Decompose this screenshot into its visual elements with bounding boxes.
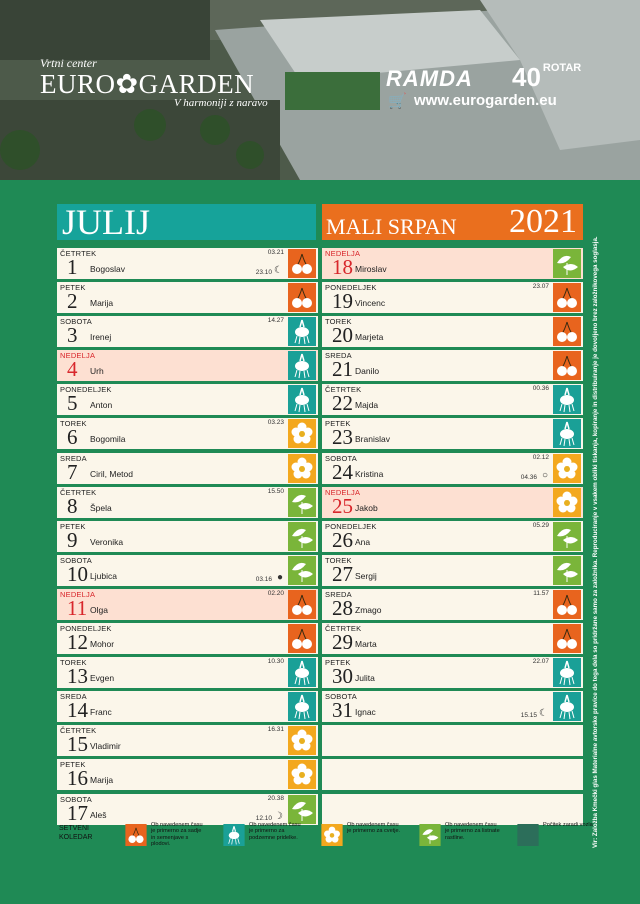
sowing-time: 16.31 xyxy=(267,726,284,734)
day-row xyxy=(322,282,583,313)
name-day: Danilo xyxy=(355,366,380,377)
weekday-name: PONEDELJEK xyxy=(325,283,377,293)
rotar-number: 40 xyxy=(512,62,541,92)
day-number: 17 xyxy=(67,800,88,825)
weekday-name: NEDELJA xyxy=(325,487,361,497)
weekday-name: PETEK xyxy=(60,283,86,293)
leaf-icon xyxy=(553,249,581,278)
weekday-name: SREDA xyxy=(60,453,87,463)
fruit-icon xyxy=(288,624,316,653)
weekday-name: ČETRTEK xyxy=(325,385,362,395)
day-number: 21 xyxy=(332,357,353,382)
root-icon xyxy=(553,658,581,687)
day-row xyxy=(57,418,318,449)
sowing-time: 22.07 xyxy=(532,658,549,666)
day-row xyxy=(322,521,583,552)
name-day: Miroslav xyxy=(355,264,387,274)
sowing-time: 03.21 xyxy=(267,249,284,256)
fruit-icon xyxy=(553,624,581,653)
day-number: 6 xyxy=(67,425,78,450)
rotar-logo xyxy=(512,62,581,93)
name-day: Marjeta xyxy=(355,332,384,343)
sowing-time: 10.30 xyxy=(267,658,284,666)
rotar-name: ROTAR xyxy=(542,62,582,74)
moon-phase-icon: ● xyxy=(276,571,283,583)
weekday-name: ČETRTEK xyxy=(60,487,97,497)
cart-icon: 🛒 xyxy=(388,93,407,110)
name-day: Ciril, Metod xyxy=(90,468,133,479)
day-row xyxy=(322,418,583,449)
leaf-icon xyxy=(553,556,581,585)
name-day: Franc xyxy=(90,707,112,718)
weekday-name: NEDELJA xyxy=(325,249,361,258)
name-day: Evgen xyxy=(90,673,115,684)
name-day: Sergij xyxy=(355,570,377,581)
root-icon xyxy=(288,658,316,687)
year: 2021 xyxy=(509,203,577,240)
day-number: 4 xyxy=(67,357,78,382)
weekday-name: ČETRTEK xyxy=(325,624,362,634)
weekday-name: PONEDELJEK xyxy=(325,521,377,531)
name-day: Marta xyxy=(355,639,377,650)
moon-phase-time: 15.15 xyxy=(520,712,537,720)
day-row xyxy=(57,282,318,313)
day-number: 1 xyxy=(67,255,78,279)
name-day: Ana xyxy=(355,536,371,547)
legend-text: Ob navedenem času je primerno za podzemne pridelke. xyxy=(249,822,301,841)
fruit-icon xyxy=(553,317,581,346)
day-row xyxy=(322,691,583,722)
month-alt-name: MALI SRPAN xyxy=(326,214,457,239)
day-row xyxy=(57,759,318,790)
day-number: 24 xyxy=(332,459,353,484)
day-number: 27 xyxy=(332,561,353,586)
moon-phase-icon: ○ xyxy=(541,469,548,481)
leaf-icon xyxy=(288,556,316,585)
moon-phase-icon: ☾ xyxy=(539,708,548,720)
day-row xyxy=(322,248,583,279)
moon-phase-time: 12.10 xyxy=(255,814,272,822)
day-number: 23 xyxy=(332,425,353,450)
name-day: Ljubica xyxy=(90,570,117,581)
flower-icon xyxy=(321,824,343,846)
month-title: JULIJ xyxy=(57,204,316,240)
moon-phase-time: 03.16 xyxy=(255,575,272,583)
root-icon xyxy=(553,419,581,448)
day-number: 22 xyxy=(332,391,353,416)
day-row xyxy=(57,691,318,722)
root-icon xyxy=(553,692,581,721)
day-row xyxy=(57,248,318,279)
name-day: Irenej xyxy=(90,332,112,343)
sowing-time: 02.20 xyxy=(267,589,284,597)
fruit-icon xyxy=(288,249,316,278)
day-number: 26 xyxy=(332,527,353,552)
day-row xyxy=(57,794,318,825)
day-row xyxy=(57,623,318,654)
name-day: Špela xyxy=(90,502,112,513)
day-number: 31 xyxy=(332,698,353,723)
root-icon xyxy=(288,385,316,414)
weekday-name: SREDA xyxy=(325,351,352,361)
weekday-name: ČETRTEK xyxy=(60,249,97,258)
sowing-time: 05.29 xyxy=(532,521,549,529)
day-number: 13 xyxy=(67,664,88,689)
empty-row xyxy=(322,759,583,790)
day-number: 7 xyxy=(67,459,78,484)
logo-tagline: V harmoniji z naravo xyxy=(174,97,268,109)
moon-phase-time: 23.10 xyxy=(255,269,272,276)
weekday-name: ČETRTEK xyxy=(60,726,97,736)
weekday-name: NEDELJA xyxy=(60,351,96,361)
day-number: 11 xyxy=(67,595,88,620)
name-day: Anton xyxy=(90,400,113,411)
weekday-name: SOBOTA xyxy=(60,317,92,327)
side-credit-text: Vir: Založba Kmečki glas Materialne avtorske pravice do tega dela so pridržane samo za založnika. Reproduciranje v vsakem obliki tiskanja, kopiranje in distribuiranje je dovoljeno brez založnikovega soglasja. xyxy=(592,236,599,848)
day-number: 19 xyxy=(332,289,353,314)
day-row xyxy=(322,487,583,518)
leaf-icon xyxy=(288,522,316,551)
leaf-icon xyxy=(288,795,316,824)
sowing-time: 02.12 xyxy=(532,453,549,461)
flower-icon xyxy=(288,454,316,483)
day-number: 2 xyxy=(67,289,78,314)
day-number: 3 xyxy=(67,323,78,348)
legend-label: SETVENI KOLEDAR xyxy=(59,825,93,841)
name-day: Veronika xyxy=(90,536,124,547)
name-day: Julita xyxy=(355,673,375,684)
day-number: 5 xyxy=(67,391,78,416)
day-row xyxy=(322,623,583,654)
root-icon xyxy=(553,385,581,414)
day-number: 30 xyxy=(332,664,353,689)
sowing-time: 00.36 xyxy=(532,385,549,393)
weekday-name: PETEK xyxy=(60,760,86,770)
weekday-name: SREDA xyxy=(60,692,87,702)
sowing-time: 23.07 xyxy=(532,283,549,291)
legend-text: Ob navedenem času je primerno za listnate rastline. xyxy=(445,822,500,841)
day-row xyxy=(57,521,318,552)
name-day: Branislav xyxy=(355,434,390,445)
day-row xyxy=(322,384,583,415)
name-day: Zmago xyxy=(355,604,382,615)
name-day: Mohor xyxy=(90,639,115,650)
day-row xyxy=(322,350,583,381)
empty-row xyxy=(322,794,583,825)
day-row xyxy=(322,453,583,484)
weekday-name: PETEK xyxy=(60,521,86,531)
legend-text: Počitek zaradi vozla xyxy=(543,822,593,828)
leaf-icon xyxy=(419,824,441,846)
empty-row xyxy=(322,725,583,756)
day-row xyxy=(57,725,318,756)
sowing-time: 11.57 xyxy=(533,589,549,597)
name-day: Jakob xyxy=(355,502,378,513)
day-row xyxy=(57,555,318,586)
fruit-icon xyxy=(125,824,147,846)
fruit-icon xyxy=(288,590,316,619)
day-row xyxy=(57,589,318,620)
weekday-name: PONEDELJEK xyxy=(60,624,112,634)
flower-icon xyxy=(288,726,316,755)
weekday-name: PONEDELJEK xyxy=(60,385,112,395)
fruit-icon xyxy=(553,283,581,312)
weekday-name: PETEK xyxy=(325,658,351,668)
weekday-name: SOBOTA xyxy=(325,453,357,463)
fruit-icon xyxy=(288,283,316,312)
name-day: Aleš xyxy=(90,809,107,820)
side-credit xyxy=(592,236,604,848)
name-day: Bogoslav xyxy=(90,264,125,274)
name-day: Marija xyxy=(90,298,114,309)
weekday-name: TOREK xyxy=(60,419,87,429)
moon-phase-icon: ☾ xyxy=(274,265,283,276)
root-icon xyxy=(288,692,316,721)
name-day: Vincenc xyxy=(355,298,386,309)
day-number: 8 xyxy=(67,493,78,518)
sowing-legend xyxy=(57,822,593,852)
flower-icon xyxy=(553,454,581,483)
weekday-name: SREDA xyxy=(325,589,352,599)
day-number: 14 xyxy=(67,698,88,723)
day-row xyxy=(57,453,318,484)
day-row xyxy=(322,316,583,347)
flower-icon xyxy=(553,488,581,517)
flower-icon xyxy=(288,760,316,789)
day-number: 20 xyxy=(332,323,353,348)
root-icon xyxy=(288,351,316,380)
header-photo xyxy=(0,0,640,180)
name-day: Vladimir xyxy=(90,741,121,752)
website-link[interactable]: www.eurogarden.eu xyxy=(414,92,557,109)
day-row xyxy=(57,487,318,518)
day-row xyxy=(57,316,318,347)
weekday-name: TOREK xyxy=(60,658,87,668)
legend-text: Ob navedenem času je primerno za sadje in semenjave s plodovi. xyxy=(151,822,203,848)
day-number: 29 xyxy=(332,630,353,655)
logo-subtitle: Vrtni center xyxy=(40,56,97,70)
day-row xyxy=(322,589,583,620)
leaf-icon xyxy=(288,488,316,517)
sowing-time: 20.38 xyxy=(267,794,284,802)
name-day: Urh xyxy=(90,366,104,377)
weekday-name: TOREK xyxy=(325,317,352,327)
weekday-name: SOBOTA xyxy=(60,794,92,804)
none-icon xyxy=(517,824,539,846)
name-day: Bogomila xyxy=(90,434,126,445)
day-number: 10 xyxy=(67,561,88,586)
sowing-time: 03.23 xyxy=(267,419,284,427)
name-day: Kristina xyxy=(355,468,384,479)
name-day: Ignac xyxy=(355,707,376,718)
day-number: 18 xyxy=(332,255,353,279)
days-column-right xyxy=(322,248,583,828)
ramda-logo: RAMDA xyxy=(386,66,473,91)
logo-brand: EURO✿GARDEN xyxy=(40,69,255,99)
weekday-name: TOREK xyxy=(325,555,352,565)
eurogarden-logo xyxy=(40,56,268,109)
fruit-icon xyxy=(553,351,581,380)
moon-phase-time: 04.36 xyxy=(520,473,537,481)
day-row xyxy=(57,657,318,688)
day-number: 28 xyxy=(332,595,353,620)
day-row xyxy=(57,384,318,415)
name-day: Majda xyxy=(355,400,379,411)
month-alt-header xyxy=(322,204,583,240)
weekday-name: SOBOTA xyxy=(325,692,357,702)
sowing-time: 14.27 xyxy=(267,317,284,325)
root-icon xyxy=(223,824,245,846)
day-number: 16 xyxy=(67,766,88,791)
root-icon xyxy=(288,317,316,346)
day-row xyxy=(322,555,583,586)
days-column-left xyxy=(57,248,318,828)
legend-text: Ob navedenem času je primerno za cvetje. xyxy=(347,822,401,835)
day-number: 9 xyxy=(67,527,78,552)
weekday-name: PETEK xyxy=(325,419,351,429)
fruit-icon xyxy=(553,590,581,619)
weekday-name: NEDELJA xyxy=(60,589,96,599)
name-day: Olga xyxy=(90,604,108,615)
day-row xyxy=(57,350,318,381)
day-number: 25 xyxy=(332,493,353,518)
day-number: 12 xyxy=(67,630,88,655)
leaf-icon xyxy=(553,522,581,551)
day-row xyxy=(322,657,583,688)
flower-icon xyxy=(288,419,316,448)
day-number: 15 xyxy=(67,732,88,757)
moon-phase-icon: ☽ xyxy=(274,810,283,822)
sowing-time: 15.50 xyxy=(267,487,284,495)
weekday-name: SOBOTA xyxy=(60,555,92,565)
name-day: Marija xyxy=(90,775,114,786)
